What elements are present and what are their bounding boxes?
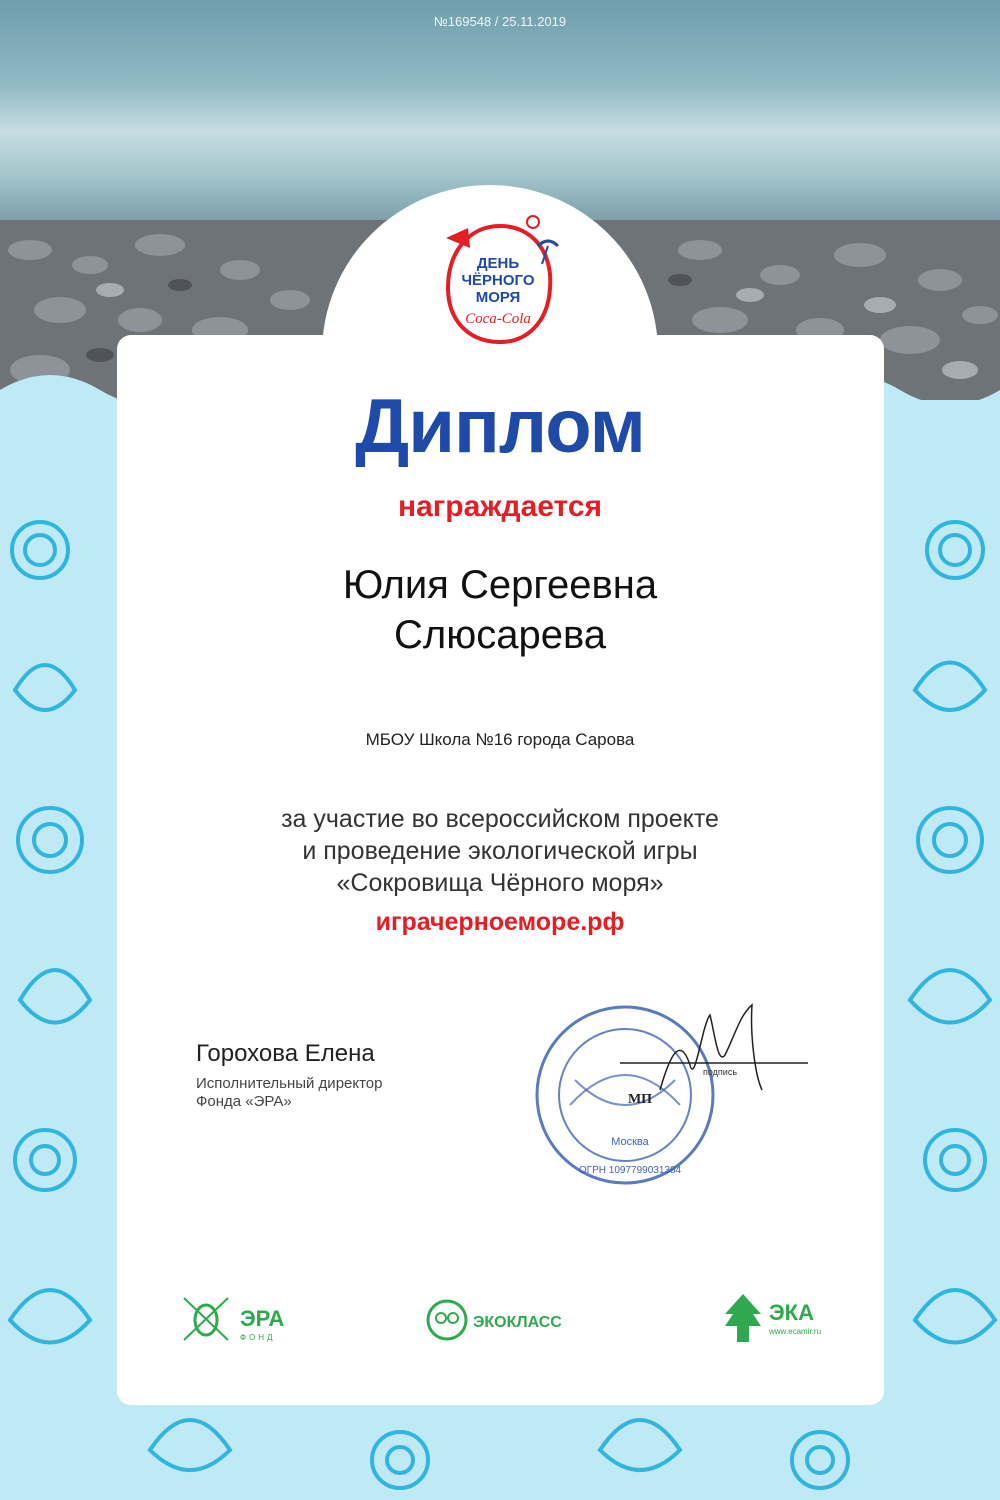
tree-icon (725, 1294, 761, 1342)
seal-stamp (530, 995, 820, 1195)
black-sea-day-logo (438, 208, 562, 348)
logo-line1: ДЕНЬ (476, 255, 520, 272)
reason-line1: за участие во всероссийском проекте (281, 805, 719, 833)
stamp-ogrn: ОГРН 1097799031384 (578, 1165, 682, 1176)
reason-line2: и проведение экологической игры (302, 837, 698, 865)
signature-label: подпись (702, 1067, 738, 1077)
eka-site: www.ecamir.ru (769, 1327, 822, 1336)
era-name: ЭРА (240, 1306, 285, 1331)
logo-brand: Coca-Cola (465, 311, 531, 327)
ecoclass-logo (425, 1290, 585, 1350)
eka-logo (725, 1290, 845, 1350)
project-website: играчерноеморе.рф (375, 908, 625, 936)
recipient-first-line: Юлия Сергеевна (342, 563, 658, 607)
stamp-city: Москва (611, 1136, 649, 1148)
owl-icon (428, 1301, 466, 1339)
reason-line3: «Сокровища Чёрного моря» (336, 869, 664, 897)
signer-name: Горохова Елена (196, 1040, 375, 1067)
document-number: №169548 / 25.11.2019 (433, 14, 567, 29)
diploma-title: Диплом (355, 384, 645, 469)
pinecone-icon (180, 1290, 310, 1350)
award-reason (0, 803, 1000, 899)
signer-role (196, 1075, 496, 1111)
awarded-label: награждается (397, 490, 603, 523)
mp-label: МП (627, 1092, 653, 1107)
ecoclass-name: ЭКОКЛАСС (473, 1314, 562, 1331)
signer-role-line2: Фонда «ЭРА» (196, 1093, 292, 1110)
recipient-second-line: Слюсарева (393, 613, 606, 657)
logo-line3: МОРЯ (475, 289, 521, 306)
era-fund-logo (180, 1290, 310, 1350)
school-name: МБОУ Школа №16 города Сарова (365, 730, 635, 749)
logo-line2: ЧЁРНОГО (461, 272, 535, 289)
signer-role-line1: Исполнительный директор (196, 1075, 383, 1092)
era-sub: ФОНД (240, 1333, 276, 1342)
eka-name: ЭКА (769, 1300, 814, 1325)
recipient-name (0, 560, 1000, 660)
